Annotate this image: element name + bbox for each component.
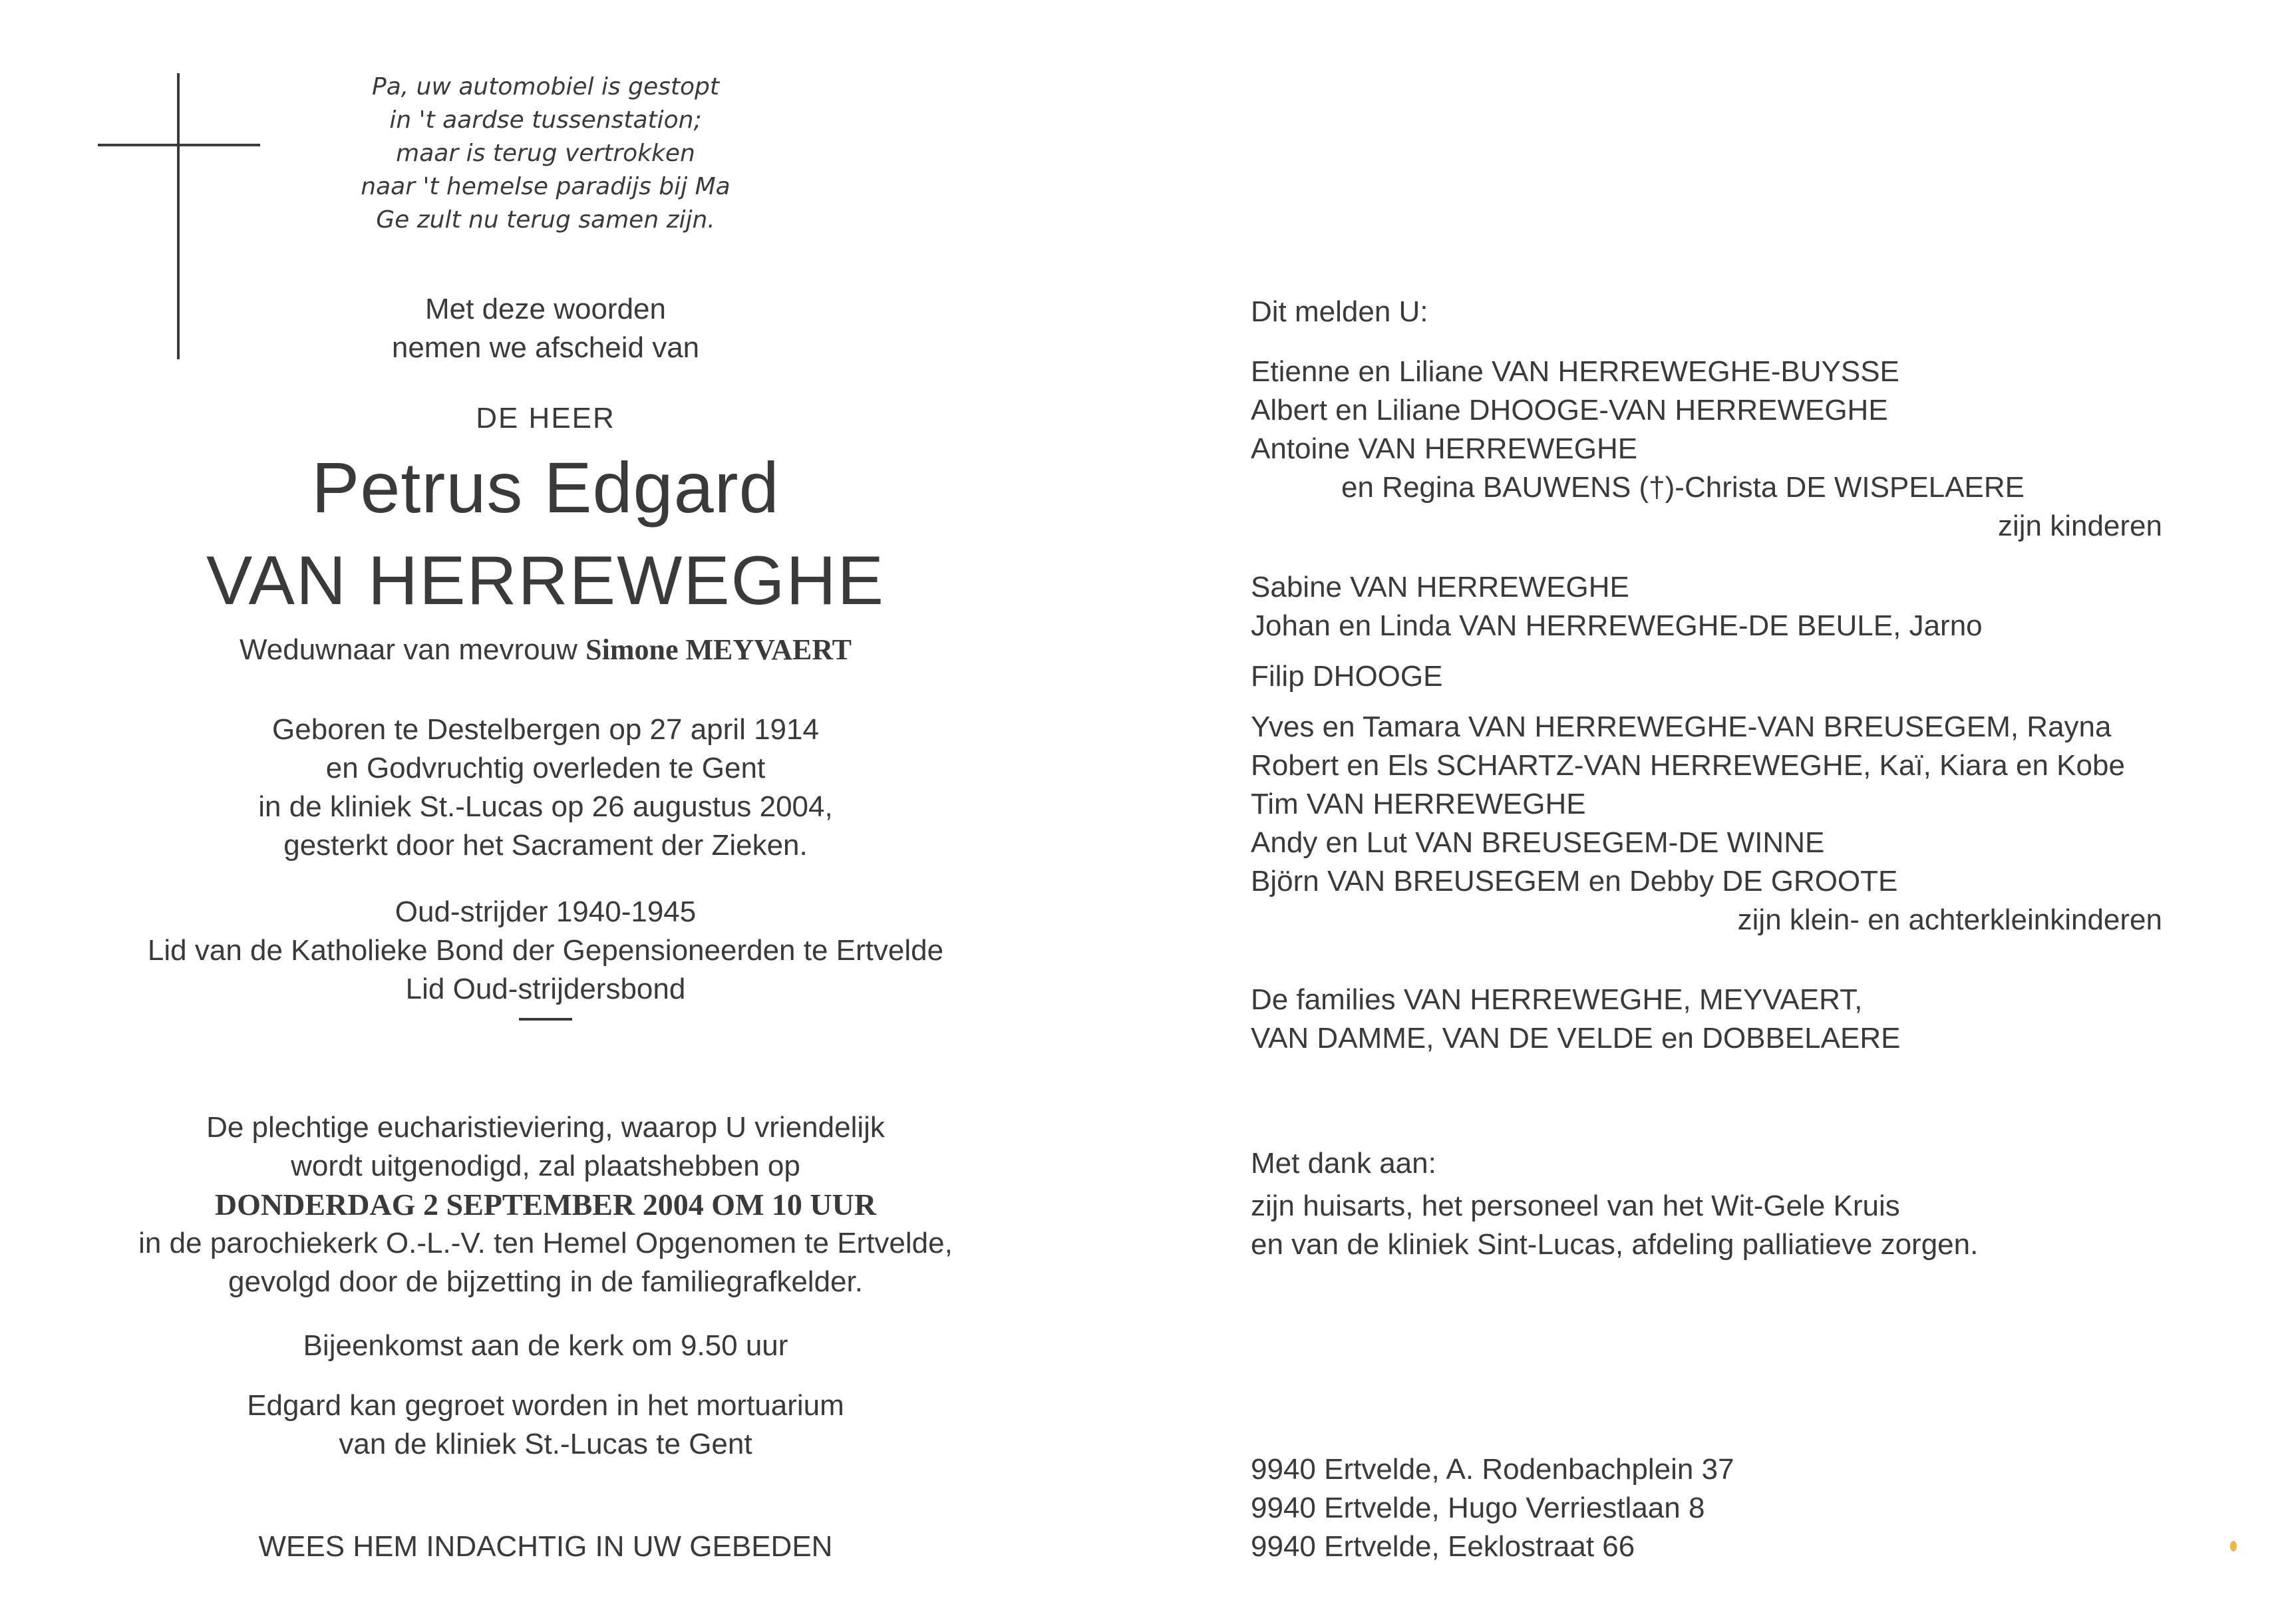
child-entry: Antoine VAN HERREWEGHE xyxy=(1251,432,1638,465)
grandchild-entry: Sabine VAN HERREWEGHE xyxy=(1251,571,1629,603)
grandchild-entry: Tim VAN HERREWEGHE xyxy=(1251,788,1586,820)
ceremony-info xyxy=(67,1108,1025,1301)
gathering-text: Bijeenkomst aan de kerk om 9.50 uur xyxy=(303,1329,788,1362)
cross-horizontal-bar xyxy=(98,144,260,146)
address-line: 9940 Ertvelde, Eeklostraat 66 xyxy=(1251,1530,1635,1563)
viewing-line: Edgard kan gegroet worden in het mortuarium xyxy=(247,1389,844,1422)
ceremony-intro-line: wordt uitgenodigd, zal plaatshebben op xyxy=(291,1150,800,1182)
address-line: 9940 Ertvelde, A. Rodenbachplein 37 xyxy=(1251,1453,1734,1486)
grandchildren-list xyxy=(1251,568,2222,645)
birth-death-line: gesterkt door het Sacrament der Zieken. xyxy=(283,829,808,862)
deceased-first-name: Petrus Edgard xyxy=(311,447,780,528)
farewell-text xyxy=(67,290,1025,367)
deceased-last-name: VAN HERREWEGHE xyxy=(206,542,885,619)
child-entry: Albert en Liliane DHOOGE-VAN HERREWEGHE xyxy=(1251,394,1888,426)
viewing-text xyxy=(67,1386,1025,1464)
grandchild-entry: Johan en Linda VAN HERREWEGHE-DE BEULE, Jarno xyxy=(1251,609,1983,642)
grandchild-entry: Robert en Els SCHARTZ-VAN HERREWEGHE, Kaï, Kiara en Kobe xyxy=(1251,749,2125,782)
widower-prefix: Weduwnaar van mevrouw xyxy=(240,633,577,666)
thanks-line: zijn huisarts, het personeel van het Wit-Gele Kruis xyxy=(1251,1190,1900,1222)
paper-stain xyxy=(2230,1541,2237,1551)
poem xyxy=(279,71,812,237)
thanks-title: Met dank aan: xyxy=(1251,1147,1436,1180)
announce-text: Dit melden U: xyxy=(1251,295,1428,328)
closing-text: WEES HEM INDACHTIG IN UW GEBEDEN xyxy=(258,1530,833,1563)
separator-dash xyxy=(519,1018,572,1021)
poem-line: maar is terug vertrokken xyxy=(396,140,695,167)
farewell-line: nemen we afscheid van xyxy=(391,331,700,364)
title-text: DE HEER xyxy=(476,402,615,434)
grandchild-entry: Björn VAN BREUSEGEM en Debby DE GROOTE xyxy=(1251,865,1898,897)
children-label: zijn kinderen xyxy=(1997,510,2162,542)
membership-line: Lid Oud-strijdersbond xyxy=(405,973,686,1005)
grandchild-entry: Filip DHOOGE xyxy=(1251,660,1443,693)
grandchild-entry: Andy en Lut VAN BREUSEGEM-DE WINNE xyxy=(1251,826,1825,859)
child-entry: Etienne en Liliane VAN HERREWEGHE-BUYSSE xyxy=(1251,355,1899,388)
child-entry-continued: en Regina BAUWENS (†)-Christa DE WISPELAERE xyxy=(1341,471,2025,504)
memberships xyxy=(67,893,1025,1021)
ceremony-date: DONDERDAG 2 SEPTEMBER 2004 OM 10 UUR xyxy=(214,1188,877,1221)
families-list xyxy=(1251,981,2222,1058)
farewell-line: Met deze woorden xyxy=(425,293,666,325)
addresses-list xyxy=(1251,1450,2222,1566)
ceremony-place-line: gevolgd door de bijzetting in de familiegrafkelder. xyxy=(228,1265,863,1298)
poem-line: naar 't hemelse paradijs bij Ma xyxy=(361,173,731,200)
birth-death-text xyxy=(67,711,1025,865)
poem-line: in 't aardse tussenstation; xyxy=(389,106,702,134)
thanks-line: en van de kliniek Sint-Lucas, afdeling palliatieve zorgen. xyxy=(1251,1228,1979,1261)
grandchild-entry: Yves en Tamara VAN HERREWEGHE-VAN BREUSEGEM, Rayna xyxy=(1251,711,2112,743)
ceremony-place-line: in de parochiekerk O.-L.-V. ten Hemel Opgenomen te Ertvelde, xyxy=(138,1227,953,1259)
grandchildren-list-more xyxy=(1251,708,2222,939)
thanks-list xyxy=(1251,1187,2222,1264)
birth-death-line: Geboren te Destelbergen op 27 april 1914 xyxy=(272,713,819,746)
poem-line: Pa, uw automobiel is gestopt xyxy=(372,73,719,100)
viewing-line: van de kliniek St.-Lucas te Gent xyxy=(339,1428,752,1460)
families-line: VAN DAMME, VAN DE VELDE en DOBBELAERE xyxy=(1251,1022,1901,1055)
poem-line: Ge zult nu terug samen zijn. xyxy=(376,206,715,234)
grandchildren-label: zijn klein- en achterkleinkinderen xyxy=(1737,903,2162,936)
birth-death-line: in de kliniek St.-Lucas op 26 augustus 2004, xyxy=(258,790,833,823)
address-line: 9940 Ertvelde, Hugo Verriestlaan 8 xyxy=(1251,1492,1705,1524)
families-line: De families VAN HERREWEGHE, MEYVAERT, xyxy=(1251,983,1863,1016)
spouse-name: Simone MEYVAERT xyxy=(585,633,852,666)
membership-line: Oud-strijder 1940-1945 xyxy=(395,895,697,928)
membership-line: Lid van de Katholieke Bond der Gepensioneerden te Ertvelde xyxy=(147,934,944,967)
widower-line xyxy=(67,631,1025,669)
ceremony-intro-line: De plechtige eucharistieviering, waarop U vriendelijk xyxy=(206,1111,885,1144)
birth-death-line: en Godvruchtig overleden te Gent xyxy=(325,752,766,784)
children-list xyxy=(1251,353,2222,546)
